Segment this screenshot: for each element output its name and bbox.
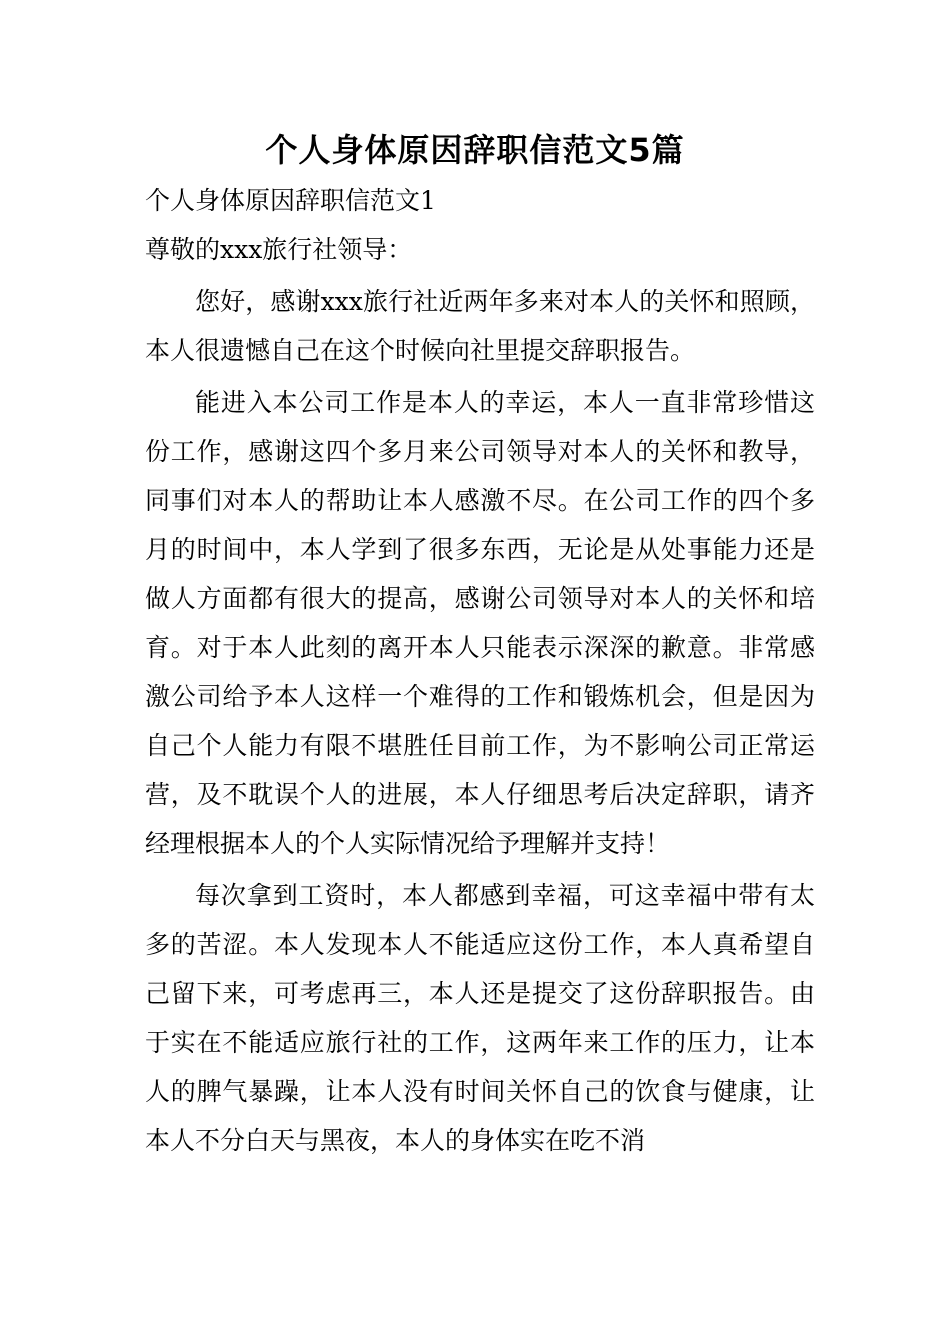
section-heading: 个人身体原因辞职信范文1 [145,186,436,215]
paragraph-reason: 每次拿到工资时，本人都感到幸福，可这幸福中带有太多的苦涩。本人发现本人不能适应这份工作，本人真希望自己留下来，可考虑再三，本人还是提交了这份辞职报告。由于实在不能适应旅行社的工作，这两年来工作的压力，让本人的脾气暴躁，让本人没有时间关怀自己的饮食与健康，让本人不分白天与黑夜，本人的身体实在吃不消 [145,881,815,1155]
document-body [145,176,815,1165]
document-title: 个人身体原因辞职信范文5篇 [265,131,685,169]
salutation: 尊敬的xxx旅行社领导： [145,235,413,264]
paragraph-gratitude: 能进入本公司工作是本人的幸运，本人一直非常珍惜这份工作，感谢这四个多月来公司领导对本人的关怀和教导，同事们对本人的帮助让本人感激不尽。在公司工作的四个多月的时间中，本人学到了很多东西，无论是从处事能力还是做人方面都有很大的提高，感谢公司领导对本人的关怀和培育。对于本人此刻的离开本人只能表示深深的歉意。非常感激公司给予本人这样一个难得的工作和锻炼机会，但是因为自己个人能力有限不堪胜任目前工作，为不影响公司正常运营，及不耽误个人的进展，本人仔细思考后决定辞职，请齐经理根据本人的个人实际情况给予理解并支持！ [145,388,815,858]
paragraph-greeting: 您好，感谢xxx旅行社近两年多来对本人的关怀和照顾，本人很遗憾自己在这个时候向社里提交辞职报告。 [145,287,815,365]
